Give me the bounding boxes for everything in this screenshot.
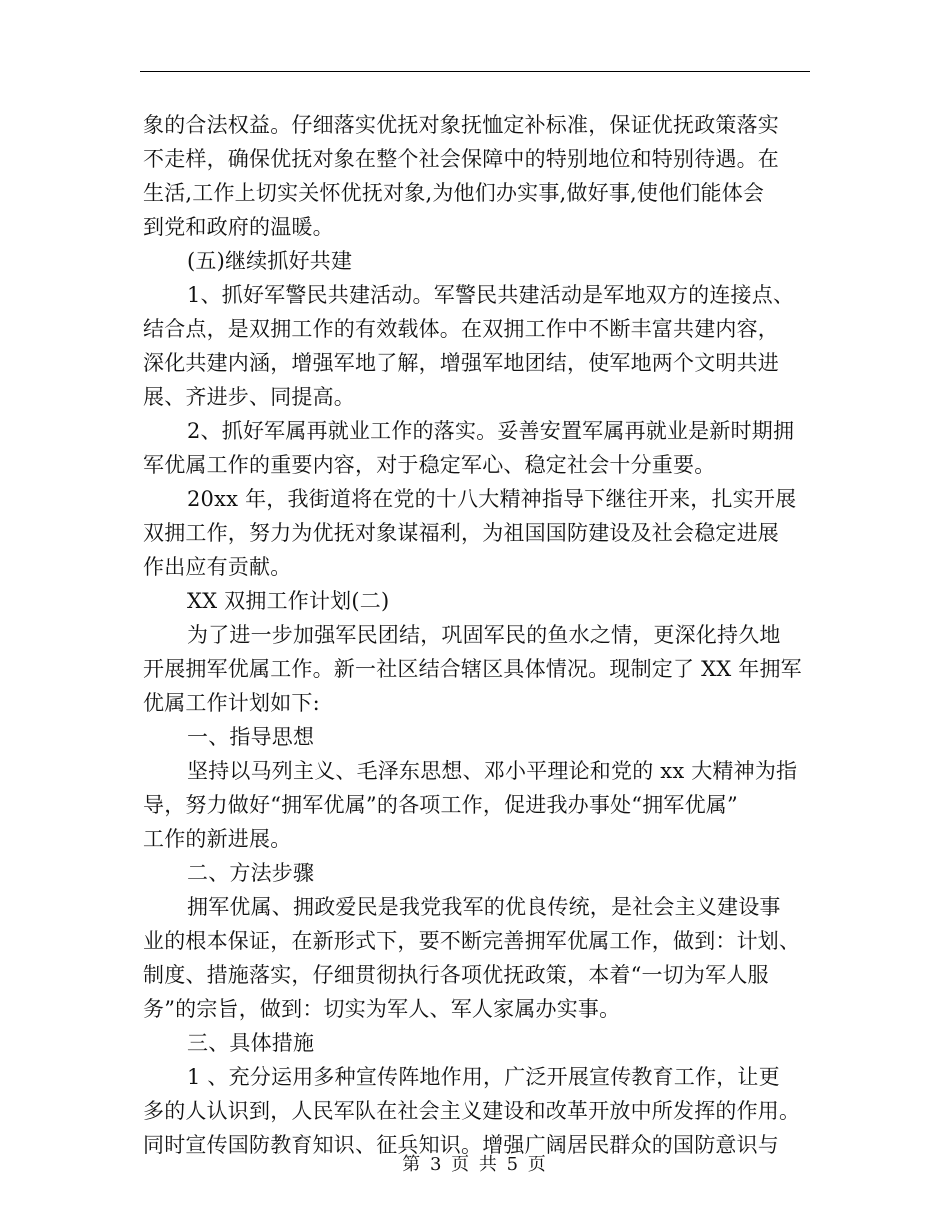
- text-line: 作出应有贡献。: [143, 555, 292, 579]
- text-line: 深化共建内涵，增强军地了解，增强军地团结，使军地两个文明共进: [143, 351, 779, 375]
- text-line: XX 双拥工作计划(二): [187, 589, 390, 613]
- text-line: 三、具体措施: [187, 1031, 315, 1055]
- header-rule: [140, 71, 810, 72]
- text-line: 拥军优属、拥政爱民是我党我军的优良传统，是社会主义建设事: [187, 895, 781, 919]
- document-body: [143, 108, 813, 1162]
- text-line: (五)继续抓好共建: [187, 249, 353, 273]
- text-line: 20xx 年，我街道将在党的十八大精神指导下继往开来，扎实开展: [187, 487, 797, 511]
- text-line: 优属工作计划如下:: [143, 691, 320, 715]
- text-line: 展、齐进步、同提高。: [143, 385, 355, 409]
- text-line: 导，努力做好“拥军优属”的各项工作，促进我办事处“拥军优属”: [143, 793, 738, 817]
- text-line: 二、方法步骤: [187, 861, 315, 885]
- text-line: 工作的新进展。: [143, 827, 292, 851]
- text-line: 生活,工作上切实关怀优抚对象,为他们办实事,做好事,使他们能体会: [143, 181, 765, 205]
- text-line: 务”的宗旨，做到：切实为军人、军人家属办实事。: [143, 997, 621, 1021]
- text-line: 1 、充分运用多种宣传阵地作用，广泛开展宣传教育工作，让更: [187, 1065, 780, 1089]
- text-line: 同时宣传国防教育知识、征兵知识。增强广阔居民群众的国防意识与: [143, 1133, 779, 1157]
- text-line: 开展拥军优属工作。新一社区结合辖区具体情况。现制定了 XX 年拥军: [143, 657, 802, 681]
- text-line: 结合点，是双拥工作的有效载体。在双拥工作中不断丰富共建内容，: [143, 317, 779, 341]
- text-line: 业的根本保证，在新形式下，要不断完善拥军优属工作，做到：计划、: [143, 929, 801, 953]
- text-line: 不走样，确保优抚对象在整个社会保障中的特别地位和特别待遇。在: [143, 147, 779, 171]
- text-line: 象的合法权益。仔细落实优抚对象抚恤定补标准，保证优抚政策落实: [143, 113, 779, 137]
- text-line: 到党和政府的温暖。: [143, 215, 334, 239]
- page-number: 第 3 页 共 5 页: [402, 1154, 548, 1175]
- text-line: 1、抓好军警民共建活动。军警民共建活动是军地双方的连接点、: [187, 283, 795, 307]
- text-line: 为了进一步加强军民团结，巩固军民的鱼水之情，更深化持久地: [187, 623, 781, 647]
- text-line: 多的人认识到，人民军队在社会主义建设和改革开放中所发挥的作用。: [143, 1099, 801, 1123]
- text-line: 坚持以马列主义、毛泽东思想、邓小平理论和党的 xx 大精神为指: [187, 759, 798, 783]
- text-line: 2、抓好军属再就业工作的落实。妥善安置军属再就业是新时期拥: [187, 419, 795, 443]
- text-line: 一、指导思想: [187, 725, 315, 749]
- text-line: 制度、措施落实，仔细贯彻执行各项优抚政策，本着“一切为军人服: [143, 963, 769, 987]
- text-line: 军优属工作的重要内容，对于稳定军心、稳定社会十分重要。: [143, 453, 716, 477]
- text-line: 双拥工作，努力为优抚对象谋福利，为祖国国防建设及社会稳定进展: [143, 521, 779, 545]
